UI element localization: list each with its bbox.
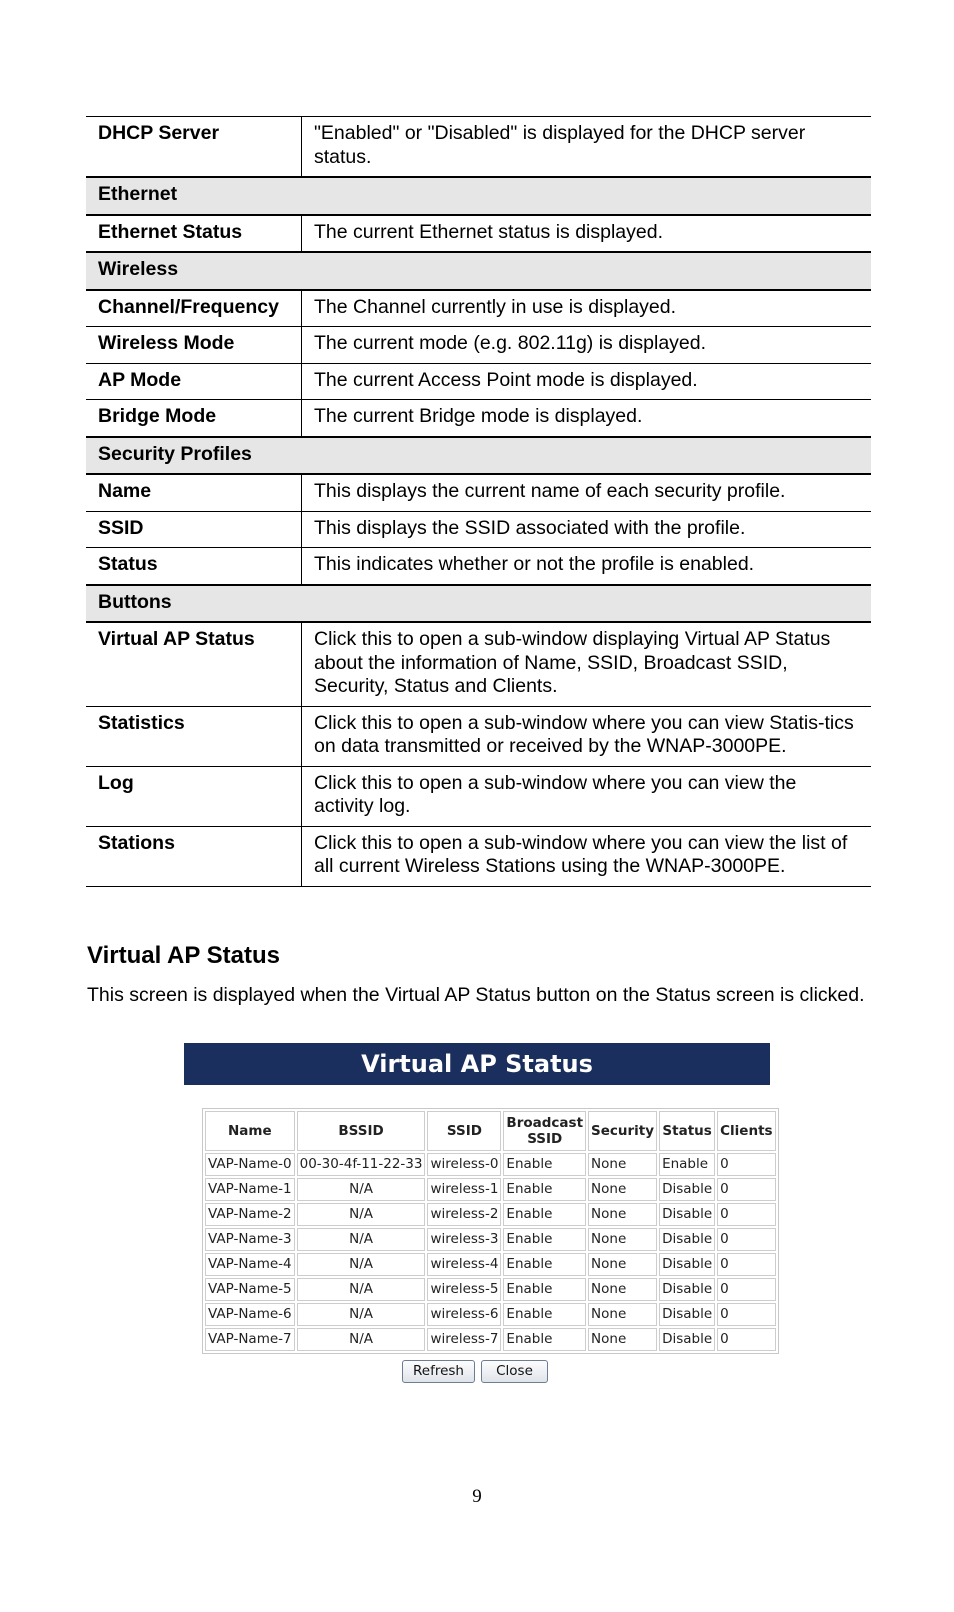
definition-term: SSID: [86, 511, 302, 548]
table-cell: None: [588, 1253, 657, 1276]
table-cell: None: [588, 1278, 657, 1301]
definition-row: [86, 117, 871, 178]
table-cell: VAP-Name-7: [205, 1328, 295, 1351]
table-cell: Disable: [659, 1228, 715, 1251]
table-row: [205, 1328, 776, 1351]
section-title: Wireless: [86, 252, 871, 290]
table-cell: 0: [717, 1278, 775, 1301]
table-cell: wireless-7: [427, 1328, 501, 1351]
definition-term: Virtual AP Status: [86, 622, 302, 706]
table-cell: Disable: [659, 1253, 715, 1276]
definition-description: The current Access Point mode is displayed.: [302, 363, 872, 400]
definition-table-body: [86, 117, 871, 887]
column-header: Clients: [717, 1111, 775, 1151]
definition-term: Statistics: [86, 706, 302, 766]
table-cell: Enable: [503, 1303, 586, 1326]
table-cell: None: [588, 1178, 657, 1201]
table-row: [205, 1153, 776, 1176]
table-cell: 0: [717, 1228, 775, 1251]
definition-description: This indicates whether or not the profile is enabled.: [302, 548, 872, 585]
column-header: Name: [205, 1111, 295, 1151]
table-cell: None: [588, 1328, 657, 1351]
virtual-ap-table-body: [205, 1153, 776, 1351]
table-cell: VAP-Name-3: [205, 1228, 295, 1251]
section-row: [86, 177, 871, 215]
definition-description: Click this to open a sub-window where you can view Statis-tics on data transmitted or received by the WNAP-3000PE.: [302, 706, 872, 766]
definition-description: The current mode (e.g. 802.11g) is displayed.: [302, 327, 872, 364]
table-cell: VAP-Name-2: [205, 1203, 295, 1226]
table-cell: Enable: [503, 1228, 586, 1251]
section-row: [86, 252, 871, 290]
definition-row: [86, 706, 871, 766]
section-title: Buttons: [86, 585, 871, 623]
definition-description: Click this to open a sub-window displaying Virtual AP Status about the information of Name, SSID, Broadcast SSID, Security, Status and Clients.: [302, 622, 872, 706]
table-cell: N/A: [297, 1203, 426, 1226]
table-cell: VAP-Name-4: [205, 1253, 295, 1276]
definition-description: "Enabled" or "Disabled" is displayed for the DHCP server status.: [302, 117, 872, 178]
definition-term: Status: [86, 548, 302, 585]
table-cell: VAP-Name-1: [205, 1178, 295, 1201]
definition-row: [86, 400, 871, 437]
table-cell: None: [588, 1153, 657, 1176]
table-cell: 0: [717, 1253, 775, 1276]
definition-term: Name: [86, 474, 302, 511]
table-cell: 0: [717, 1153, 775, 1176]
table-cell: Enable: [503, 1328, 586, 1351]
virtual-ap-table: [202, 1108, 779, 1354]
virtual-ap-header-row: [205, 1111, 776, 1151]
refresh-button[interactable]: Refresh: [402, 1360, 475, 1383]
table-cell: VAP-Name-0: [205, 1153, 295, 1176]
table-row: [205, 1228, 776, 1251]
section-heading: Virtual AP Status: [87, 942, 280, 969]
definition-description: Click this to open a sub-window where you can view the activity log.: [302, 766, 872, 826]
table-cell: wireless-3: [427, 1228, 501, 1251]
definition-term: Wireless Mode: [86, 327, 302, 364]
table-cell: None: [588, 1228, 657, 1251]
section-title: Security Profiles: [86, 437, 871, 475]
definition-row: [86, 363, 871, 400]
table-cell: N/A: [297, 1178, 426, 1201]
section-row: [86, 585, 871, 623]
column-header: SSID: [427, 1111, 501, 1151]
table-cell: N/A: [297, 1228, 426, 1251]
table-cell: wireless-0: [427, 1153, 501, 1176]
definition-description: This displays the SSID associated with the profile.: [302, 511, 872, 548]
page-number: 9: [472, 1486, 482, 1507]
definition-table: [86, 116, 871, 887]
table-cell: Disable: [659, 1328, 715, 1351]
table-cell: Disable: [659, 1178, 715, 1201]
table-cell: Enable: [659, 1153, 715, 1176]
table-row: [205, 1203, 776, 1226]
table-cell: 00-30-4f-11-22-33: [297, 1153, 426, 1176]
table-cell: VAP-Name-5: [205, 1278, 295, 1301]
definition-term: Bridge Mode: [86, 400, 302, 437]
definition-term: Channel/Frequency: [86, 290, 302, 327]
table-cell: N/A: [297, 1253, 426, 1276]
column-header: Security: [588, 1111, 657, 1151]
table-row: [205, 1178, 776, 1201]
table-cell: Disable: [659, 1278, 715, 1301]
virtual-ap-table-head: [205, 1111, 776, 1151]
table-cell: N/A: [297, 1278, 426, 1301]
section-title: Ethernet: [86, 177, 871, 215]
definition-row: [86, 290, 871, 327]
definition-term: Ethernet Status: [86, 215, 302, 253]
virtual-ap-status-banner: Virtual AP Status: [184, 1043, 770, 1085]
column-header: BSSID: [297, 1111, 426, 1151]
screenshot-buttons: [402, 1360, 548, 1383]
definition-description: The Channel currently in use is displayed.: [302, 290, 872, 327]
table-cell: wireless-6: [427, 1303, 501, 1326]
table-cell: Enable: [503, 1153, 586, 1176]
table-cell: Disable: [659, 1303, 715, 1326]
definition-row: [86, 327, 871, 364]
table-cell: wireless-5: [427, 1278, 501, 1301]
table-cell: N/A: [297, 1303, 426, 1326]
table-cell: VAP-Name-6: [205, 1303, 295, 1326]
definition-row: [86, 511, 871, 548]
section-row: [86, 437, 871, 475]
table-row: [205, 1303, 776, 1326]
table-cell: None: [588, 1203, 657, 1226]
table-cell: Enable: [503, 1178, 586, 1201]
table-row: [205, 1278, 776, 1301]
table-cell: Enable: [503, 1253, 586, 1276]
definition-term: DHCP Server: [86, 117, 302, 178]
table-cell: Enable: [503, 1203, 586, 1226]
table-cell: N/A: [297, 1328, 426, 1351]
table-cell: wireless-4: [427, 1253, 501, 1276]
close-button[interactable]: Close: [481, 1360, 548, 1383]
definition-row: [86, 548, 871, 585]
definition-description: Click this to open a sub-window where you can view the list of all current Wireless Stations using the WNAP-3000PE.: [302, 826, 872, 886]
table-cell: 0: [717, 1203, 775, 1226]
definition-term: Log: [86, 766, 302, 826]
definition-term: Stations: [86, 826, 302, 886]
column-header: Broadcast SSID: [503, 1111, 586, 1151]
definition-term: AP Mode: [86, 363, 302, 400]
table-cell: Disable: [659, 1203, 715, 1226]
table-cell: Enable: [503, 1278, 586, 1301]
section-intro: This screen is displayed when the Virtual AP Status button on the Status screen is clicked.: [87, 984, 865, 1006]
definition-row: [86, 766, 871, 826]
definition-row: [86, 474, 871, 511]
column-header: Status: [659, 1111, 715, 1151]
table-cell: wireless-1: [427, 1178, 501, 1201]
table-cell: wireless-2: [427, 1203, 501, 1226]
table-cell: 0: [717, 1303, 775, 1326]
definition-row: [86, 826, 871, 886]
table-cell: 0: [717, 1178, 775, 1201]
definition-description: The current Ethernet status is displayed.: [302, 215, 872, 253]
definition-description: The current Bridge mode is displayed.: [302, 400, 872, 437]
definition-row: [86, 622, 871, 706]
table-cell: 0: [717, 1328, 775, 1351]
table-cell: None: [588, 1303, 657, 1326]
definition-row: [86, 215, 871, 253]
table-row: [205, 1253, 776, 1276]
definition-description: This displays the current name of each security profile.: [302, 474, 872, 511]
